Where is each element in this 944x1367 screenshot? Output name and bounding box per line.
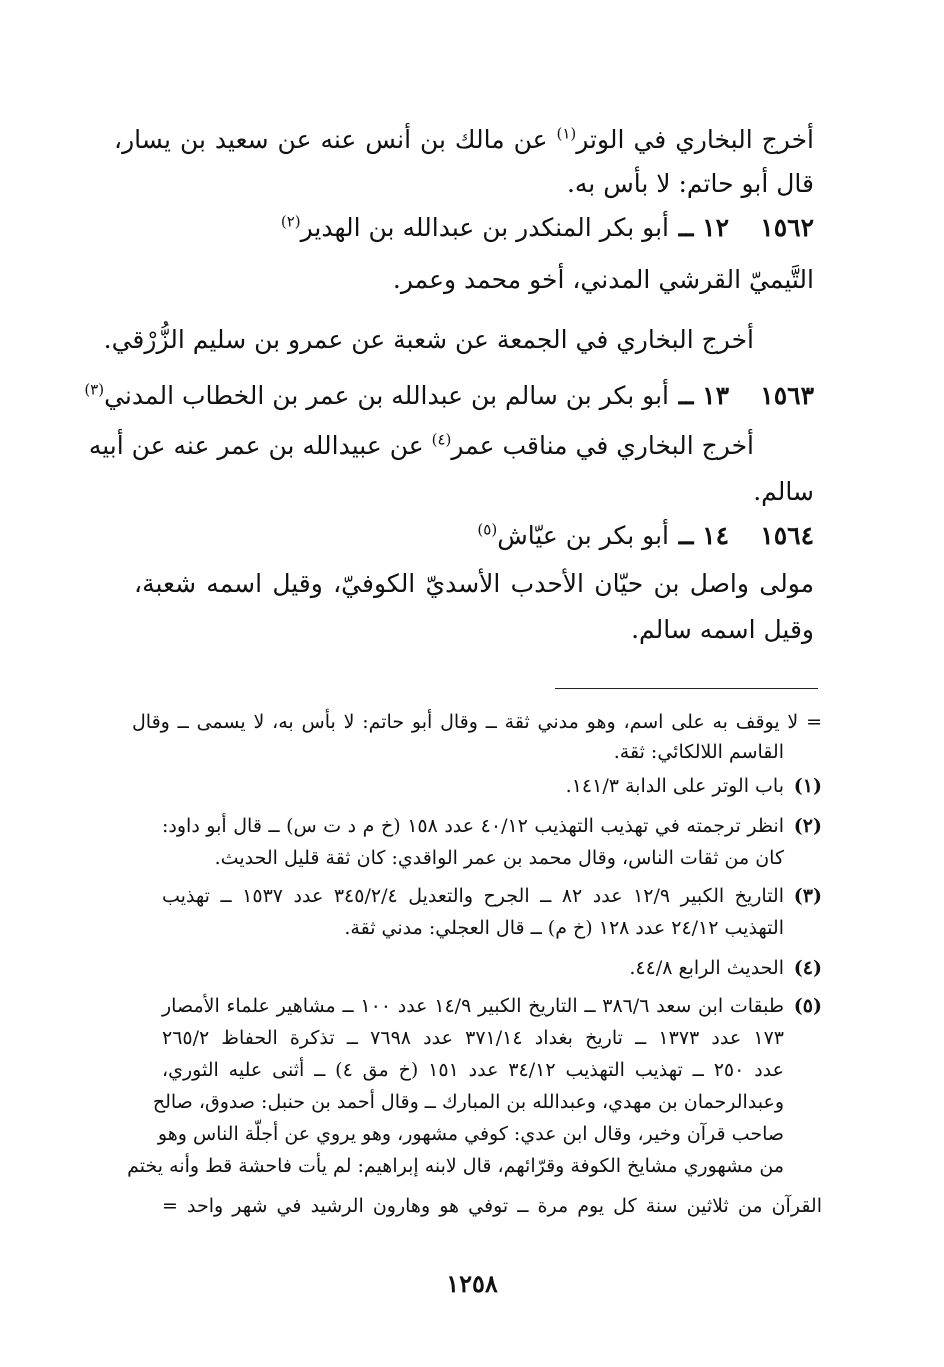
footnote-number: (١) (793, 775, 822, 797)
footnote-line: من مشهوري مشايخ الكوفة وقرّائهم، قال لابنه إبراهيم: لم يأت فاحشة قط وأنه يختم (127, 1155, 784, 1177)
entry-index: ١٣ ــ (678, 381, 729, 410)
footnote-ref[interactable]: (٤) (431, 430, 452, 449)
footnote-number: (٣) (793, 885, 822, 907)
footnote-number: (٢) (793, 815, 822, 837)
footnote-line: التهذيب ٢٤/١٢ عدد ١٢٨ (خ م) ــ قال العجلي: مدني ثقة. (344, 917, 784, 939)
footnote-ref[interactable]: (٢) (280, 212, 301, 231)
footnote-line: انظر ترجمته في تهذيب التهذيب ٤٠/١٢ عدد ١٥٨ (خ م د ت س) ــ قال أبو داود: (162, 815, 784, 837)
footnote-ref[interactable]: (٣) (84, 380, 105, 399)
footnote-line: عدد ٢٥٠ ــ تهذيب التهذيب ٣٤/١٢ عدد ١٥١ (خ مق ٤) ــ أثنى عليه الثوري، (162, 1059, 784, 1081)
footnote-line: طبقات ابن سعد ٣٨٦/٦ ــ التاريخ الكبير ١٤/٩ عدد ١٠٠ ــ مشاهير علماء الأمصار (162, 995, 784, 1017)
footnote-number: (٤) (793, 957, 822, 979)
footnote-ref[interactable]: (٥) (477, 520, 498, 539)
footnote-line: الحديث الرابع ٤٤/٨. (629, 957, 784, 979)
footnote-line: صاحب قرآن وخير، وقال ابن عدي: كوفي مشهور، وهو يروي عن أجلّة الناس وهو (157, 1123, 784, 1145)
main-text-line (114, 122, 814, 158)
main-text-line: أخرج البخاري في الجمعة عن شعبة عن عمرو بن سليم الزُّرْقي. (103, 325, 754, 354)
entry-title (281, 210, 669, 246)
page-number: ١٢٥٨ (446, 1269, 498, 1298)
footnote-line: التاريخ الكبير ١٢/٩ عدد ٨٢ ــ الجرح والتعديل ٣٤٥/٢/٤ عدد ١٥٣٧ ــ تهذيب (162, 885, 784, 907)
footnote-ref[interactable]: (١) (556, 124, 577, 143)
text-segment: أخرج البخاري في الوتر (576, 125, 814, 154)
footnote-line: القرآن من ثلاثين سنة كل يوم مرة ــ توفي هو وهارون الرشيد في شهر واحد = (162, 1195, 822, 1217)
entry-title-text: أبو بكر بن سالم بن عبدالله بن عمر بن الخطاب المدني (104, 381, 669, 410)
entry-title (477, 518, 669, 554)
entry-index: ١٤ ــ (678, 521, 729, 550)
text-segment: عن عبيدالله بن عمر عنه عن أبيه (88, 431, 432, 460)
entry-number: ١٥٦٢ (760, 213, 814, 242)
entry-number: ١٥٦٣ (760, 381, 814, 410)
main-text-line: وقيل اسمه سالم. (631, 615, 814, 644)
entry-title-text: أبو بكر بن عيّاش (497, 521, 669, 550)
footnote-continuation-line: = لا يوقف به على اسم، وهو مدني ثقة ــ وقال أبو حاتم: لا بأس به، لا يسمى ــ وقال (132, 711, 822, 733)
text-segment: أخرج البخاري في مناقب عمر (451, 431, 754, 460)
footnote-line: كان من ثقات الناس، وقال محمد بن عمر الواقدي: كان ثقة قليل الحديث. (214, 847, 784, 869)
entry-title (84, 378, 669, 414)
entry-index: ١٢ ــ (678, 213, 729, 242)
main-text-line: التَّيميّ القرشي المدني، أخو محمد وعمر. (392, 265, 814, 294)
footnote-line: ١٧٣ عدد ١٣٧٣ ــ تاريخ بغداد ٣٧١/١٤ عدد ٧٦٩٨ ــ تذكرة الحفاظ ٢٦٥/٢ (162, 1027, 784, 1049)
main-text-line: قال أبو حاتم: لا بأس به. (566, 169, 814, 198)
text-segment: عن مالك بن أنس عنه عن سعيد بن يسار، (114, 125, 557, 154)
footnote-number: (٥) (793, 995, 822, 1017)
main-text-line: سالم. (753, 477, 814, 506)
main-text-line (88, 428, 754, 464)
footnote-line: باب الوتر على الدابة ١٤١/٣. (565, 775, 784, 797)
footnote-line: وعبدالرحمان بن مهدي، وعبدالله بن المبارك ــ وقال أحمد بن حنبل: صدوق، صالح (152, 1091, 784, 1113)
footnote-continuation-line: القاسم اللالكائي: ثقة. (613, 741, 784, 763)
entry-number: ١٥٦٤ (760, 521, 814, 550)
footnote-divider (555, 688, 818, 689)
main-text-line: مولى واصل بن حيّان الأحدب الأسديّ الكوفيّ، وقيل اسمه شعبة، (134, 569, 814, 598)
entry-title-text: أبو بكر المنكدر بن عبدالله بن الهدير (300, 213, 669, 242)
